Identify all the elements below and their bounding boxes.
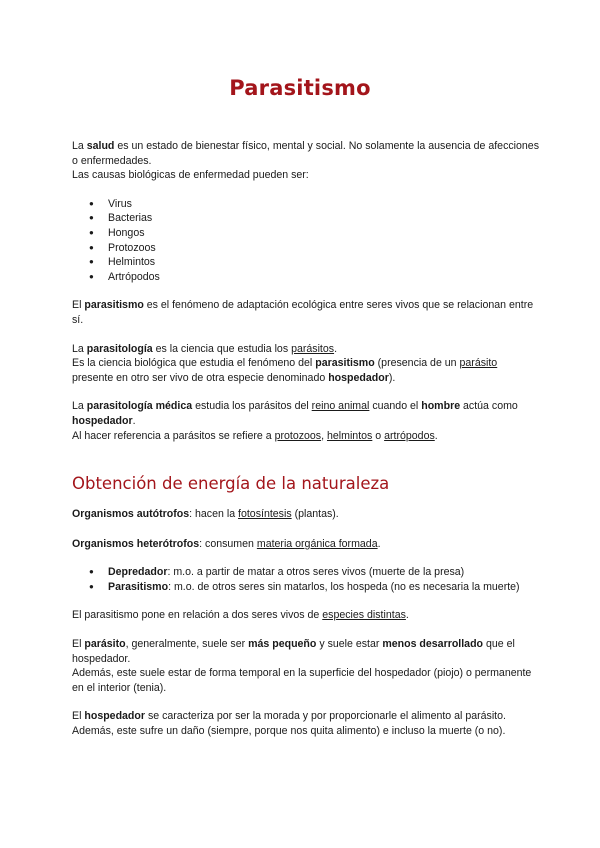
heterotrofos-types-list — [72, 565, 540, 594]
reino-animal-link[interactable]: reino animal — [311, 400, 370, 413]
fotosintesis-link[interactable]: fotosíntesis — [238, 508, 292, 521]
bold-term: hospedador — [72, 414, 133, 427]
bold-term: parásito — [84, 638, 126, 651]
list-item: ● Hongos — [72, 226, 540, 241]
list-item: ● Parasitismo: m.o. de otros seres sin matarlos, los hospeda (no es necesaria la muerte) — [72, 580, 540, 595]
bold-term: parasitología — [86, 342, 153, 355]
parasitologia-paragraph: La parasitología es la ciencia que estudia los parásitos. Es la ciencia biológica que estudia el fenómeno del parasitismo (presencia de un parásito presente en otro ser vivo de otra especie denominado hospedador). — [72, 342, 498, 384]
list-item: ● Bacterias — [72, 211, 540, 226]
page-title: Parasitismo — [229, 76, 371, 100]
parasitos-link[interactable]: parásitos — [291, 342, 335, 355]
bold-term: parasitología médica — [86, 400, 193, 413]
bold-term: parasitismo — [315, 357, 375, 370]
bold-term: Depredador — [108, 566, 168, 579]
parasito-paragraph: El parásito, generalmente, suele ser más pequeño y suele estar menos desarrollado que el hospedador. Además, este suele estar de forma temporal en la superficie del hospedador (piojo) o permanente en el interior (tenia). — [72, 638, 532, 694]
bold-term: Organismos autótrofos — [72, 508, 190, 521]
autotrofos-paragraph: Organismos autótrofos: hacen la fotosíntesis (plantas). — [72, 508, 339, 521]
heterotrofos-paragraph: Organismos heterótrofos: consumen materia orgánica formada. — [72, 537, 381, 550]
bold-term: hombre — [421, 400, 461, 413]
document-body — [72, 139, 540, 739]
list-item: ● Depredador: m.o. a partir de matar a otros seres vivos (muerte de la presa) — [72, 565, 540, 580]
parasitismo-definition: El parasitismo es el fenómeno de adaptación ecológica entre seres vivos que se relacionan entre sí. — [72, 299, 534, 326]
bold-term: menos desarrollado — [382, 638, 484, 651]
bold-term: hospedador — [84, 710, 145, 723]
materia-organica-link[interactable]: materia orgánica formada — [256, 537, 378, 550]
list-item: ● Protozoos — [72, 241, 540, 256]
section-heading: Obtención de energía de la naturaleza — [72, 474, 390, 494]
bold-term: hospedador — [328, 371, 389, 384]
list-item: ● Virus — [72, 197, 540, 212]
protozoos-link[interactable]: protozoos — [274, 429, 322, 442]
list-item: ● Helmintos — [72, 255, 540, 270]
bold-term: más pequeño — [248, 638, 317, 651]
bold-term: Organismos heterótrofos — [72, 537, 200, 550]
parasitologia-medica-paragraph: La parasitología médica estudia los parásitos del reino animal cuando el hombre actúa como hospedador. Al hacer referencia a parásitos se refiere a protozoos, helmintos o artrópodos. — [72, 400, 518, 442]
bold-term: parasitismo — [84, 299, 144, 312]
especies-distintas-link[interactable]: especies distintas — [322, 609, 406, 622]
intro-paragraph: La salud es un estado de bienestar físico, mental y social. No solamente la ausencia de afecciones o enfermedades. Las causas biológicas de enfermedad pueden ser: — [72, 140, 539, 182]
relacion-paragraph: El parasitismo pone en relación a dos seres vivos de especies distintas. — [72, 609, 409, 622]
artropodos-link[interactable]: artrópodos — [384, 429, 435, 442]
helmintos-link[interactable]: helmintos — [326, 429, 373, 442]
causes-list — [72, 197, 540, 285]
parasito-link[interactable]: parásito — [459, 357, 498, 370]
list-item: ● Artrópodos — [72, 270, 540, 285]
hospedador-paragraph: El hospedador se caracteriza por ser la morada y por proporcionarle el alimento al parásito. Además, este sufre un daño (siempre, porque nos quita alimento) e incluso la muerte (o no). — [72, 710, 506, 738]
bold-term: Parasitismo — [108, 580, 169, 593]
bold-term: salud — [86, 140, 115, 152]
